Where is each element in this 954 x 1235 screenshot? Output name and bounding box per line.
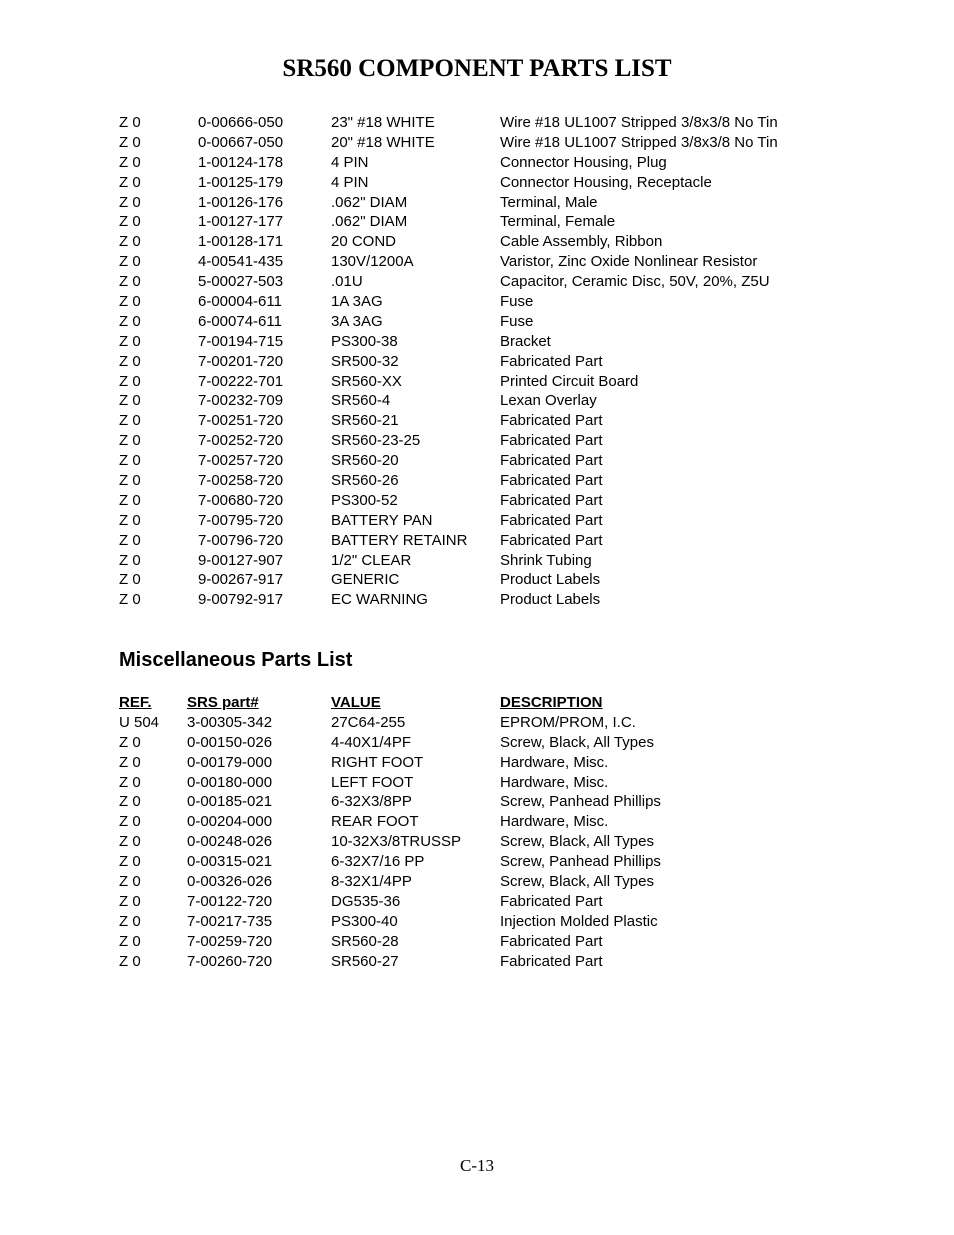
- cell-value: .01U: [331, 273, 363, 291]
- cell-part: 7-00257-720: [198, 452, 284, 470]
- cell-ref: Z 0: [119, 253, 141, 271]
- cell-part: 0-00150-026: [187, 733, 273, 751]
- table-row: [119, 812, 661, 832]
- cell-part: 0-00667-050: [198, 133, 284, 151]
- cell-description: Hardware, Misc.: [500, 773, 609, 791]
- cell-description: Terminal, Male: [500, 193, 598, 211]
- table-row: [119, 173, 778, 193]
- cell-part: 0-00180-000: [187, 773, 273, 791]
- cell-description: Fabricated Part: [500, 491, 603, 509]
- cell-ref: Z 0: [119, 392, 141, 410]
- cell-value: 4 PIN: [331, 153, 369, 171]
- cell-part: 1-00127-177: [198, 213, 284, 231]
- cell-part: 4-00541-435: [198, 253, 284, 271]
- cell-ref: U 504: [119, 713, 160, 731]
- cell-value: 4-40X1/4PF: [331, 733, 412, 751]
- cell-description: Shrink Tubing: [500, 551, 592, 569]
- cell-ref: Z 0: [119, 412, 141, 430]
- cell-ref: Z 0: [119, 873, 141, 891]
- cell-part: 0-00179-000: [187, 753, 273, 771]
- cell-value: 27C64-255: [331, 713, 406, 731]
- header-ref: REF.: [119, 694, 152, 711]
- cell-ref: Z 0: [119, 153, 141, 171]
- cell-value: RIGHT FOOT: [331, 753, 424, 771]
- cell-ref: Z 0: [119, 293, 141, 311]
- table-row: [119, 733, 661, 753]
- cell-part: 7-00795-720: [198, 511, 284, 529]
- cell-ref: Z 0: [119, 892, 141, 910]
- misc-rows: [119, 713, 661, 972]
- cell-value: REAR FOOT: [331, 813, 419, 831]
- cell-value: SR560-21: [331, 412, 399, 430]
- cell-description: Screw, Panhead Phillips: [500, 793, 661, 811]
- table-row: [119, 852, 661, 872]
- misc-parts-table: [119, 693, 661, 971]
- cell-value: GENERIC: [331, 571, 400, 589]
- cell-ref: Z 0: [119, 114, 141, 131]
- cell-ref: Z 0: [119, 133, 141, 151]
- cell-value: PS300-40: [331, 912, 398, 930]
- cell-value: 130V/1200A: [331, 253, 414, 271]
- cell-ref: Z 0: [119, 273, 141, 291]
- cell-ref: Z 0: [119, 773, 141, 791]
- header-part: SRS part#: [187, 694, 259, 711]
- cell-description: Fuse: [500, 312, 534, 330]
- cell-value: BATTERY PAN: [331, 511, 433, 529]
- cell-description: Fabricated Part: [500, 932, 603, 950]
- cell-description: Connector Housing, Receptacle: [500, 173, 712, 191]
- cell-ref: Z 0: [119, 813, 141, 831]
- cell-description: Fabricated Part: [500, 472, 603, 490]
- cell-part: 7-00122-720: [187, 892, 273, 910]
- cell-part: 3-00305-342: [187, 713, 273, 731]
- cell-value: 20" #18 WHITE: [331, 133, 435, 151]
- cell-value: SR560-27: [331, 952, 399, 970]
- cell-description: Hardware, Misc.: [500, 813, 609, 831]
- table-row: [119, 551, 778, 571]
- cell-description: Terminal, Female: [500, 213, 616, 231]
- cell-ref: Z 0: [119, 551, 141, 569]
- cell-value: 1/2" CLEAR: [331, 551, 412, 569]
- table-row: [119, 391, 778, 411]
- cell-value: 23" #18 WHITE: [331, 114, 435, 131]
- table-row: [119, 832, 661, 852]
- cell-ref: Z 0: [119, 213, 141, 231]
- cell-description: Fabricated Part: [500, 531, 603, 549]
- table-row: [119, 312, 778, 332]
- cell-part: 7-00251-720: [198, 412, 284, 430]
- cell-value: 3A 3AG: [331, 312, 383, 330]
- page-title: SR560 COMPONENT PARTS LIST: [282, 55, 672, 82]
- cell-ref: Z 0: [119, 733, 141, 751]
- table-row: [119, 212, 778, 232]
- cell-value: EC WARNING: [331, 591, 428, 609]
- cell-ref: Z 0: [119, 432, 141, 450]
- cell-value: SR560-4: [331, 392, 391, 410]
- cell-part: 9-00127-907: [198, 551, 284, 569]
- table-row: [119, 952, 661, 972]
- cell-part: 7-00201-720: [198, 352, 284, 370]
- misc-section-title: Miscellaneous Parts List: [119, 649, 353, 671]
- table-row: [119, 912, 661, 932]
- cell-part: 6-00074-611: [198, 312, 282, 330]
- table-row: [119, 531, 778, 551]
- cell-value: LEFT FOOT: [331, 773, 414, 791]
- table-row: [119, 892, 661, 912]
- cell-value: 6-32X3/8PP: [331, 793, 412, 811]
- header-value: VALUE: [331, 694, 381, 711]
- cell-ref: Z 0: [119, 452, 141, 470]
- cell-description: Fabricated Part: [500, 952, 603, 970]
- cell-part: 1-00128-171: [198, 233, 284, 251]
- table-row: [119, 773, 661, 793]
- cell-ref: Z 0: [119, 352, 141, 370]
- cell-part: 7-00260-720: [187, 952, 273, 970]
- cell-ref: Z 0: [119, 472, 141, 490]
- cell-description: Fabricated Part: [500, 352, 603, 370]
- cell-part: 7-00259-720: [187, 932, 273, 950]
- cell-part: 7-00796-720: [198, 531, 284, 549]
- cell-value: DG535-36: [331, 892, 401, 910]
- table-row: [119, 792, 661, 812]
- cell-value: BATTERY RETAINR: [331, 531, 468, 549]
- cell-description: Printed Circuit Board: [500, 372, 639, 390]
- cell-part: 9-00792-917: [198, 591, 284, 609]
- cell-part: 7-00258-720: [198, 472, 284, 490]
- cell-ref: Z 0: [119, 312, 141, 330]
- cell-description: Product Labels: [500, 571, 601, 589]
- cell-description: Varistor, Zinc Oxide Nonlinear Resistor: [500, 253, 758, 271]
- cell-value: SR560-26: [331, 472, 399, 490]
- cell-ref: Z 0: [119, 332, 141, 350]
- cell-value: 8-32X1/4PP: [331, 873, 412, 891]
- table-row: [119, 491, 778, 511]
- cell-value: 1A 3AG: [331, 293, 383, 311]
- cell-value: SR560-20: [331, 452, 399, 470]
- cell-value: SR500-32: [331, 352, 399, 370]
- cell-ref: Z 0: [119, 372, 141, 390]
- header-description: DESCRIPTION: [500, 694, 603, 711]
- table-row: [119, 133, 778, 153]
- cell-ref: Z 0: [119, 833, 141, 851]
- cell-ref: Z 0: [119, 233, 141, 251]
- table-row: [119, 252, 778, 272]
- cell-description: Product Labels: [500, 591, 601, 609]
- cell-description: Fabricated Part: [500, 412, 603, 430]
- table-row: [119, 753, 661, 773]
- cell-value: 6-32X7/16 PP: [331, 853, 425, 871]
- cell-description: Connector Housing, Plug: [500, 153, 667, 171]
- cell-description: Bracket: [500, 332, 551, 350]
- table-row: [119, 511, 778, 531]
- cell-part: 0-00204-000: [187, 813, 273, 831]
- cell-description: Wire #18 UL1007 Stripped 3/8x3/8 No Tin: [500, 114, 778, 131]
- table-header-row: [119, 693, 661, 713]
- cell-part: 0-00666-050: [198, 114, 284, 131]
- cell-ref: Z 0: [119, 173, 141, 191]
- cell-description: Fabricated Part: [500, 892, 603, 910]
- table-row: [119, 372, 778, 392]
- cell-description: EPROM/PROM, I.C.: [500, 713, 636, 731]
- table-row: [119, 872, 661, 892]
- cell-ref: Z 0: [119, 591, 141, 609]
- cell-description: Fabricated Part: [500, 511, 603, 529]
- cell-ref: Z 0: [119, 853, 141, 871]
- cell-description: Fuse: [500, 293, 534, 311]
- cell-part: 5-00027-503: [198, 273, 284, 291]
- cell-part: 7-00194-715: [198, 332, 284, 350]
- cell-description: Screw, Black, All Types: [500, 873, 654, 891]
- cell-value: 10-32X3/8TRUSSP: [331, 833, 462, 851]
- cell-part: 7-00222-701: [198, 372, 284, 390]
- cell-ref: Z 0: [119, 491, 141, 509]
- cell-description: Lexan Overlay: [500, 392, 597, 410]
- cell-part: 1-00125-179: [198, 173, 284, 191]
- cell-part: 1-00126-176: [198, 193, 284, 211]
- cell-value: SR560-28: [331, 932, 399, 950]
- cell-ref: Z 0: [119, 912, 141, 930]
- table-row: [119, 292, 778, 312]
- cell-part: 7-00217-735: [187, 912, 273, 930]
- cell-part: 7-00252-720: [198, 432, 284, 450]
- table-row: [119, 570, 778, 590]
- cell-part: 0-00315-021: [187, 853, 273, 871]
- cell-value: 20 COND: [331, 233, 397, 251]
- cell-ref: Z 0: [119, 753, 141, 771]
- cell-part: 0-00326-026: [187, 873, 273, 891]
- cell-value: .062" DIAM: [331, 193, 408, 211]
- cell-part: 7-00680-720: [198, 491, 284, 509]
- cell-value: PS300-52: [331, 491, 398, 509]
- cell-part: 9-00267-917: [198, 571, 284, 589]
- cell-description: Hardware, Misc.: [500, 753, 609, 771]
- cell-value: SR560-23-25: [331, 432, 421, 450]
- table-row: [119, 451, 778, 471]
- table-row: [119, 590, 778, 610]
- cell-part: 0-00248-026: [187, 833, 273, 851]
- cell-part: 1-00124-178: [198, 153, 284, 171]
- table-row: [119, 471, 778, 491]
- table-row: [119, 272, 778, 292]
- table-row: [119, 332, 778, 352]
- cell-description: Screw, Black, All Types: [500, 733, 654, 751]
- cell-description: Fabricated Part: [500, 452, 603, 470]
- table-row: [119, 352, 778, 372]
- cell-description: Screw, Panhead Phillips: [500, 853, 661, 871]
- cell-ref: Z 0: [119, 793, 141, 811]
- cell-description: Fabricated Part: [500, 432, 603, 450]
- page-number: C-13: [460, 1156, 494, 1175]
- cell-part: 6-00004-611: [198, 293, 282, 311]
- cell-description: Screw, Black, All Types: [500, 833, 654, 851]
- cell-description: Capacitor, Ceramic Disc, 50V, 20%, Z5U: [500, 273, 770, 291]
- cell-ref: Z 0: [119, 511, 141, 529]
- table-row: [119, 431, 778, 451]
- cell-ref: Z 0: [119, 952, 141, 970]
- cell-ref: Z 0: [119, 531, 141, 549]
- table-row: [119, 932, 661, 952]
- cell-description: Cable Assembly, Ribbon: [500, 233, 663, 251]
- cell-ref: Z 0: [119, 193, 141, 211]
- cell-ref: Z 0: [119, 571, 141, 589]
- cell-part: 7-00232-709: [198, 392, 284, 410]
- table-row: [119, 411, 778, 431]
- cell-value: .062" DIAM: [331, 213, 408, 231]
- cell-value: 4 PIN: [331, 173, 369, 191]
- table-row: [119, 232, 778, 252]
- cell-description: Wire #18 UL1007 Stripped 3/8x3/8 No Tin: [500, 133, 778, 151]
- table-row: [119, 193, 778, 213]
- table-row: [119, 713, 661, 733]
- table-row: [119, 113, 778, 133]
- component-parts-table: [119, 113, 778, 610]
- table-row: [119, 153, 778, 173]
- cell-ref: Z 0: [119, 932, 141, 950]
- cell-part: 0-00185-021: [187, 793, 273, 811]
- cell-value: PS300-38: [331, 332, 398, 350]
- cell-description: Injection Molded Plastic: [500, 912, 658, 930]
- cell-value: SR560-XX: [331, 372, 402, 390]
